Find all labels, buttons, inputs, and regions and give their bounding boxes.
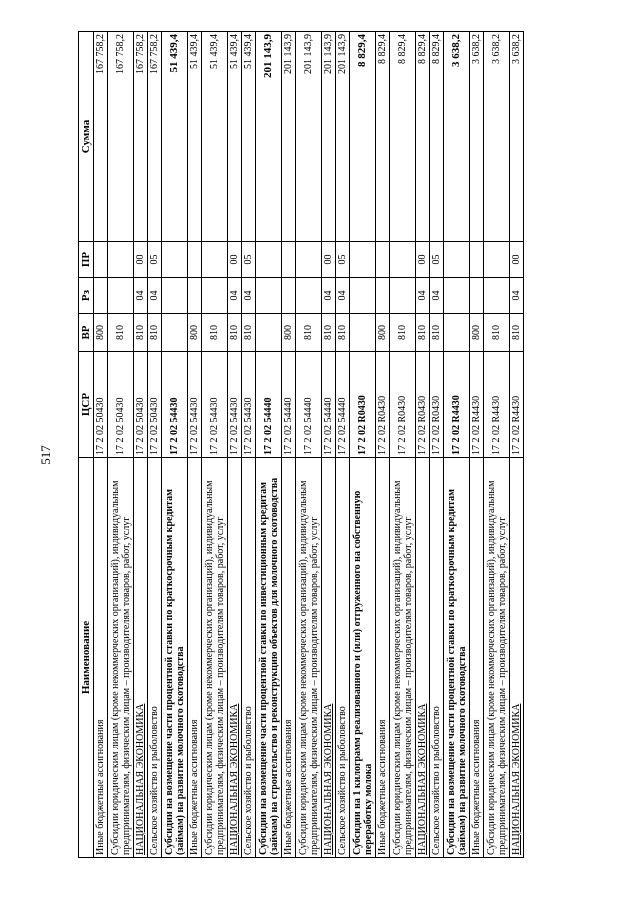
cell-pr	[390, 242, 416, 278]
cell-sum: 3 638,2	[510, 32, 524, 242]
table-row	[256, 32, 282, 858]
cell-vr: 800	[376, 314, 390, 352]
table-row	[242, 32, 256, 858]
cell-rz: 04	[336, 278, 350, 314]
cell-vr: 810	[510, 314, 524, 352]
cell-rz: 04	[322, 278, 336, 314]
cell-pr	[94, 242, 108, 278]
cell-csr: 17 2 02 54440	[296, 352, 322, 458]
cell-vr: 810	[390, 314, 416, 352]
cell-pr: 05	[430, 242, 444, 278]
cell-name: НАЦИОНАЛЬНАЯ ЭКОНОМИКА	[134, 458, 148, 858]
cell-csr: 17 2 02 50430	[148, 352, 162, 458]
cell-pr	[350, 242, 376, 278]
cell-rz	[444, 278, 470, 314]
table-row	[94, 32, 108, 858]
cell-csr: 17 2 02 R0430	[376, 352, 390, 458]
table-row	[322, 32, 336, 858]
cell-pr	[188, 242, 202, 278]
cell-pr	[296, 242, 322, 278]
cell-sum: 167 758,2	[108, 32, 134, 242]
cell-csr: 17 2 02 50430	[108, 352, 134, 458]
cell-vr: 810	[148, 314, 162, 352]
budget-table	[78, 31, 524, 858]
table-row	[148, 32, 162, 858]
cell-sum: 167 758,2	[134, 32, 148, 242]
cell-vr: 810	[322, 314, 336, 352]
cell-csr: 17 2 02 R0430	[350, 352, 376, 458]
cell-csr: 17 2 02 54430	[162, 352, 188, 458]
header-name: Наименование	[79, 458, 94, 858]
cell-rz: 04	[242, 278, 256, 314]
cell-pr	[162, 242, 188, 278]
cell-name: Субсидии на возмещение части процентной ставки по краткосрочным кредитам (займам) на развитие молочного скотоводства	[162, 458, 188, 858]
cell-pr: 05	[336, 242, 350, 278]
table-row	[350, 32, 376, 858]
cell-csr: 17 2 02 R0430	[390, 352, 416, 458]
cell-name: Субсидии юридическим лицам (кроме некоммерческих организаций), индивидуальным предпринимателям, физическим лицам – производителям товаров, работ, услуг	[296, 458, 322, 858]
table-row	[390, 32, 416, 858]
cell-vr: 810	[336, 314, 350, 352]
cell-csr: 17 2 02 50430	[94, 352, 108, 458]
cell-name: Субсидии юридическим лицам (кроме некоммерческих организаций), индивидуальным предпринимателям, физическим лицам – производителям товаров, работ, услуг	[390, 458, 416, 858]
header-sum: Сумма	[79, 32, 94, 242]
cell-csr: 17 2 02 R4430	[444, 352, 470, 458]
cell-csr: 17 2 02 50430	[134, 352, 148, 458]
cell-sum: 167 758,2	[148, 32, 162, 242]
cell-csr: 17 2 02 54440	[336, 352, 350, 458]
cell-vr	[162, 314, 188, 352]
cell-pr	[444, 242, 470, 278]
cell-pr	[202, 242, 228, 278]
cell-name: НАЦИОНАЛЬНАЯ ЭКОНОМИКА	[416, 458, 430, 858]
cell-rz	[282, 278, 296, 314]
cell-rz	[202, 278, 228, 314]
cell-sum: 51 439,4	[202, 32, 228, 242]
table-row	[134, 32, 148, 858]
cell-vr: 800	[94, 314, 108, 352]
cell-name: Иные бюджетные ассигнования	[376, 458, 390, 858]
cell-pr: 05	[148, 242, 162, 278]
cell-sum: 8 829,4	[430, 32, 444, 242]
table-row	[376, 32, 390, 858]
cell-vr: 810	[296, 314, 322, 352]
cell-name: Субсидии на возмещение части процентной ставки по инвестиционным кредитам (займам) на строительство и реконструкцию объектов для молочного скотоводства	[256, 458, 282, 858]
cell-vr	[256, 314, 282, 352]
cell-rz: 04	[416, 278, 430, 314]
cell-rz: 04	[430, 278, 444, 314]
cell-rz: 04	[134, 278, 148, 314]
cell-vr: 800	[282, 314, 296, 352]
table-row	[336, 32, 350, 858]
cell-name: НАЦИОНАЛЬНАЯ ЭКОНОМИКА	[322, 458, 336, 858]
table-row	[510, 32, 524, 858]
cell-name: Сельское хозяйство и рыболовство	[148, 458, 162, 858]
cell-rz	[484, 278, 510, 314]
table-row	[282, 32, 296, 858]
cell-pr: 00	[228, 242, 242, 278]
cell-vr: 810	[416, 314, 430, 352]
cell-name: Сельское хозяйство и рыболовство	[430, 458, 444, 858]
cell-name: Иные бюджетные ассигнования	[94, 458, 108, 858]
cell-csr: 17 2 02 R4430	[470, 352, 484, 458]
cell-csr: 17 2 02 R4430	[484, 352, 510, 458]
cell-vr: 800	[470, 314, 484, 352]
cell-csr: 17 2 02 54440	[282, 352, 296, 458]
cell-sum: 201 143,9	[296, 32, 322, 242]
header-vr: ВР	[79, 314, 94, 352]
table-header-row	[79, 32, 94, 858]
table-row	[484, 32, 510, 858]
cell-csr: 17 2 02 R0430	[416, 352, 430, 458]
cell-pr: 00	[134, 242, 148, 278]
cell-pr: 00	[510, 242, 524, 278]
table-row	[430, 32, 444, 858]
cell-pr: 05	[242, 242, 256, 278]
cell-rz: 04	[510, 278, 524, 314]
cell-csr: 17 2 02 54430	[242, 352, 256, 458]
cell-sum: 3 638,2	[444, 32, 470, 242]
cell-vr: 810	[242, 314, 256, 352]
cell-name: Субсидии юридическим лицам (кроме некоммерческих организаций), индивидуальным предпринимателям, физическим лицам – производителям товаров, работ, услуг	[484, 458, 510, 858]
cell-sum: 51 439,4	[188, 32, 202, 242]
cell-name: Иные бюджетные ассигнования	[470, 458, 484, 858]
cell-pr	[376, 242, 390, 278]
table-body	[94, 32, 524, 858]
cell-sum: 201 143,9	[336, 32, 350, 242]
cell-name: Субсидии на 1 килограмм реализованного и (или) отгруженного на собственную переработку молока	[350, 458, 376, 858]
header-rz: Рз	[79, 278, 94, 314]
table-row	[162, 32, 188, 858]
header-pr: ПР	[79, 242, 94, 278]
table-row	[188, 32, 202, 858]
cell-sum: 51 439,4	[162, 32, 188, 242]
cell-sum: 201 143,9	[322, 32, 336, 242]
table-row	[228, 32, 242, 858]
cell-csr: 17 2 02 54440	[322, 352, 336, 458]
cell-sum: 8 829,4	[376, 32, 390, 242]
cell-pr: 00	[322, 242, 336, 278]
cell-name: Субсидии на возмещение части процентной ставки по краткосрочным кредитам (займам) на развитие молочного скотоводства	[444, 458, 470, 858]
cell-sum: 51 439,4	[228, 32, 242, 242]
cell-vr: 810	[134, 314, 148, 352]
cell-vr: 810	[484, 314, 510, 352]
cell-name: Сельское хозяйство и рыболовство	[336, 458, 350, 858]
cell-sum: 201 143,9	[282, 32, 296, 242]
cell-csr: 17 2 02 R4430	[510, 352, 524, 458]
table-row	[108, 32, 134, 858]
cell-csr: 17 2 02 54430	[228, 352, 242, 458]
cell-rz	[94, 278, 108, 314]
cell-sum: 8 829,4	[350, 32, 376, 242]
table-row	[416, 32, 430, 858]
cell-sum: 8 829,4	[390, 32, 416, 242]
cell-name: Сельское хозяйство и рыболовство	[242, 458, 256, 858]
cell-rz: 04	[228, 278, 242, 314]
cell-vr: 800	[188, 314, 202, 352]
cell-vr: 810	[228, 314, 242, 352]
cell-sum: 8 829,4	[416, 32, 430, 242]
cell-pr	[256, 242, 282, 278]
header-csr: ЦСР	[79, 352, 94, 458]
cell-rz	[188, 278, 202, 314]
cell-pr	[484, 242, 510, 278]
cell-csr: 17 2 02 R0430	[430, 352, 444, 458]
cell-vr: 810	[108, 314, 134, 352]
cell-rz	[470, 278, 484, 314]
cell-vr	[350, 314, 376, 352]
table-row	[202, 32, 228, 858]
cell-sum: 3 638,2	[470, 32, 484, 242]
cell-name: Иные бюджетные ассигнования	[188, 458, 202, 858]
cell-sum: 201 143,9	[256, 32, 282, 242]
cell-sum: 3 638,2	[484, 32, 510, 242]
cell-name: Субсидии юридическим лицам (кроме некоммерческих организаций), индивидуальным предпринимателям, физическим лицам – производителям товаров, работ, услуг	[108, 458, 134, 858]
cell-vr: 810	[430, 314, 444, 352]
rotated-page-content	[78, 31, 524, 858]
cell-rz	[108, 278, 134, 314]
cell-csr: 17 2 02 54430	[188, 352, 202, 458]
cell-pr	[470, 242, 484, 278]
table-row	[470, 32, 484, 858]
cell-rz	[376, 278, 390, 314]
cell-pr: 00	[416, 242, 430, 278]
cell-name: НАЦИОНАЛЬНАЯ ЭКОНОМИКА	[228, 458, 242, 858]
cell-vr: 810	[202, 314, 228, 352]
cell-name: Субсидии юридическим лицам (кроме некоммерческих организаций), индивидуальным предпринимателям, физическим лицам – производителям товаров, работ, услуг	[202, 458, 228, 858]
page-number: 517	[37, 445, 53, 465]
cell-rz	[350, 278, 376, 314]
cell-name: НАЦИОНАЛЬНАЯ ЭКОНОМИКА	[510, 458, 524, 858]
cell-rz	[296, 278, 322, 314]
cell-rz: 04	[148, 278, 162, 314]
cell-pr	[108, 242, 134, 278]
cell-pr	[282, 242, 296, 278]
cell-rz	[390, 278, 416, 314]
cell-vr	[444, 314, 470, 352]
cell-sum: 51 439,4	[242, 32, 256, 242]
cell-name: Иные бюджетные ассигнования	[282, 458, 296, 858]
cell-csr: 17 2 02 54430	[202, 352, 228, 458]
cell-rz	[162, 278, 188, 314]
table-row	[296, 32, 322, 858]
cell-csr: 17 2 02 54440	[256, 352, 282, 458]
cell-sum: 167 758,2	[94, 32, 108, 242]
cell-rz	[256, 278, 282, 314]
table-row	[444, 32, 470, 858]
